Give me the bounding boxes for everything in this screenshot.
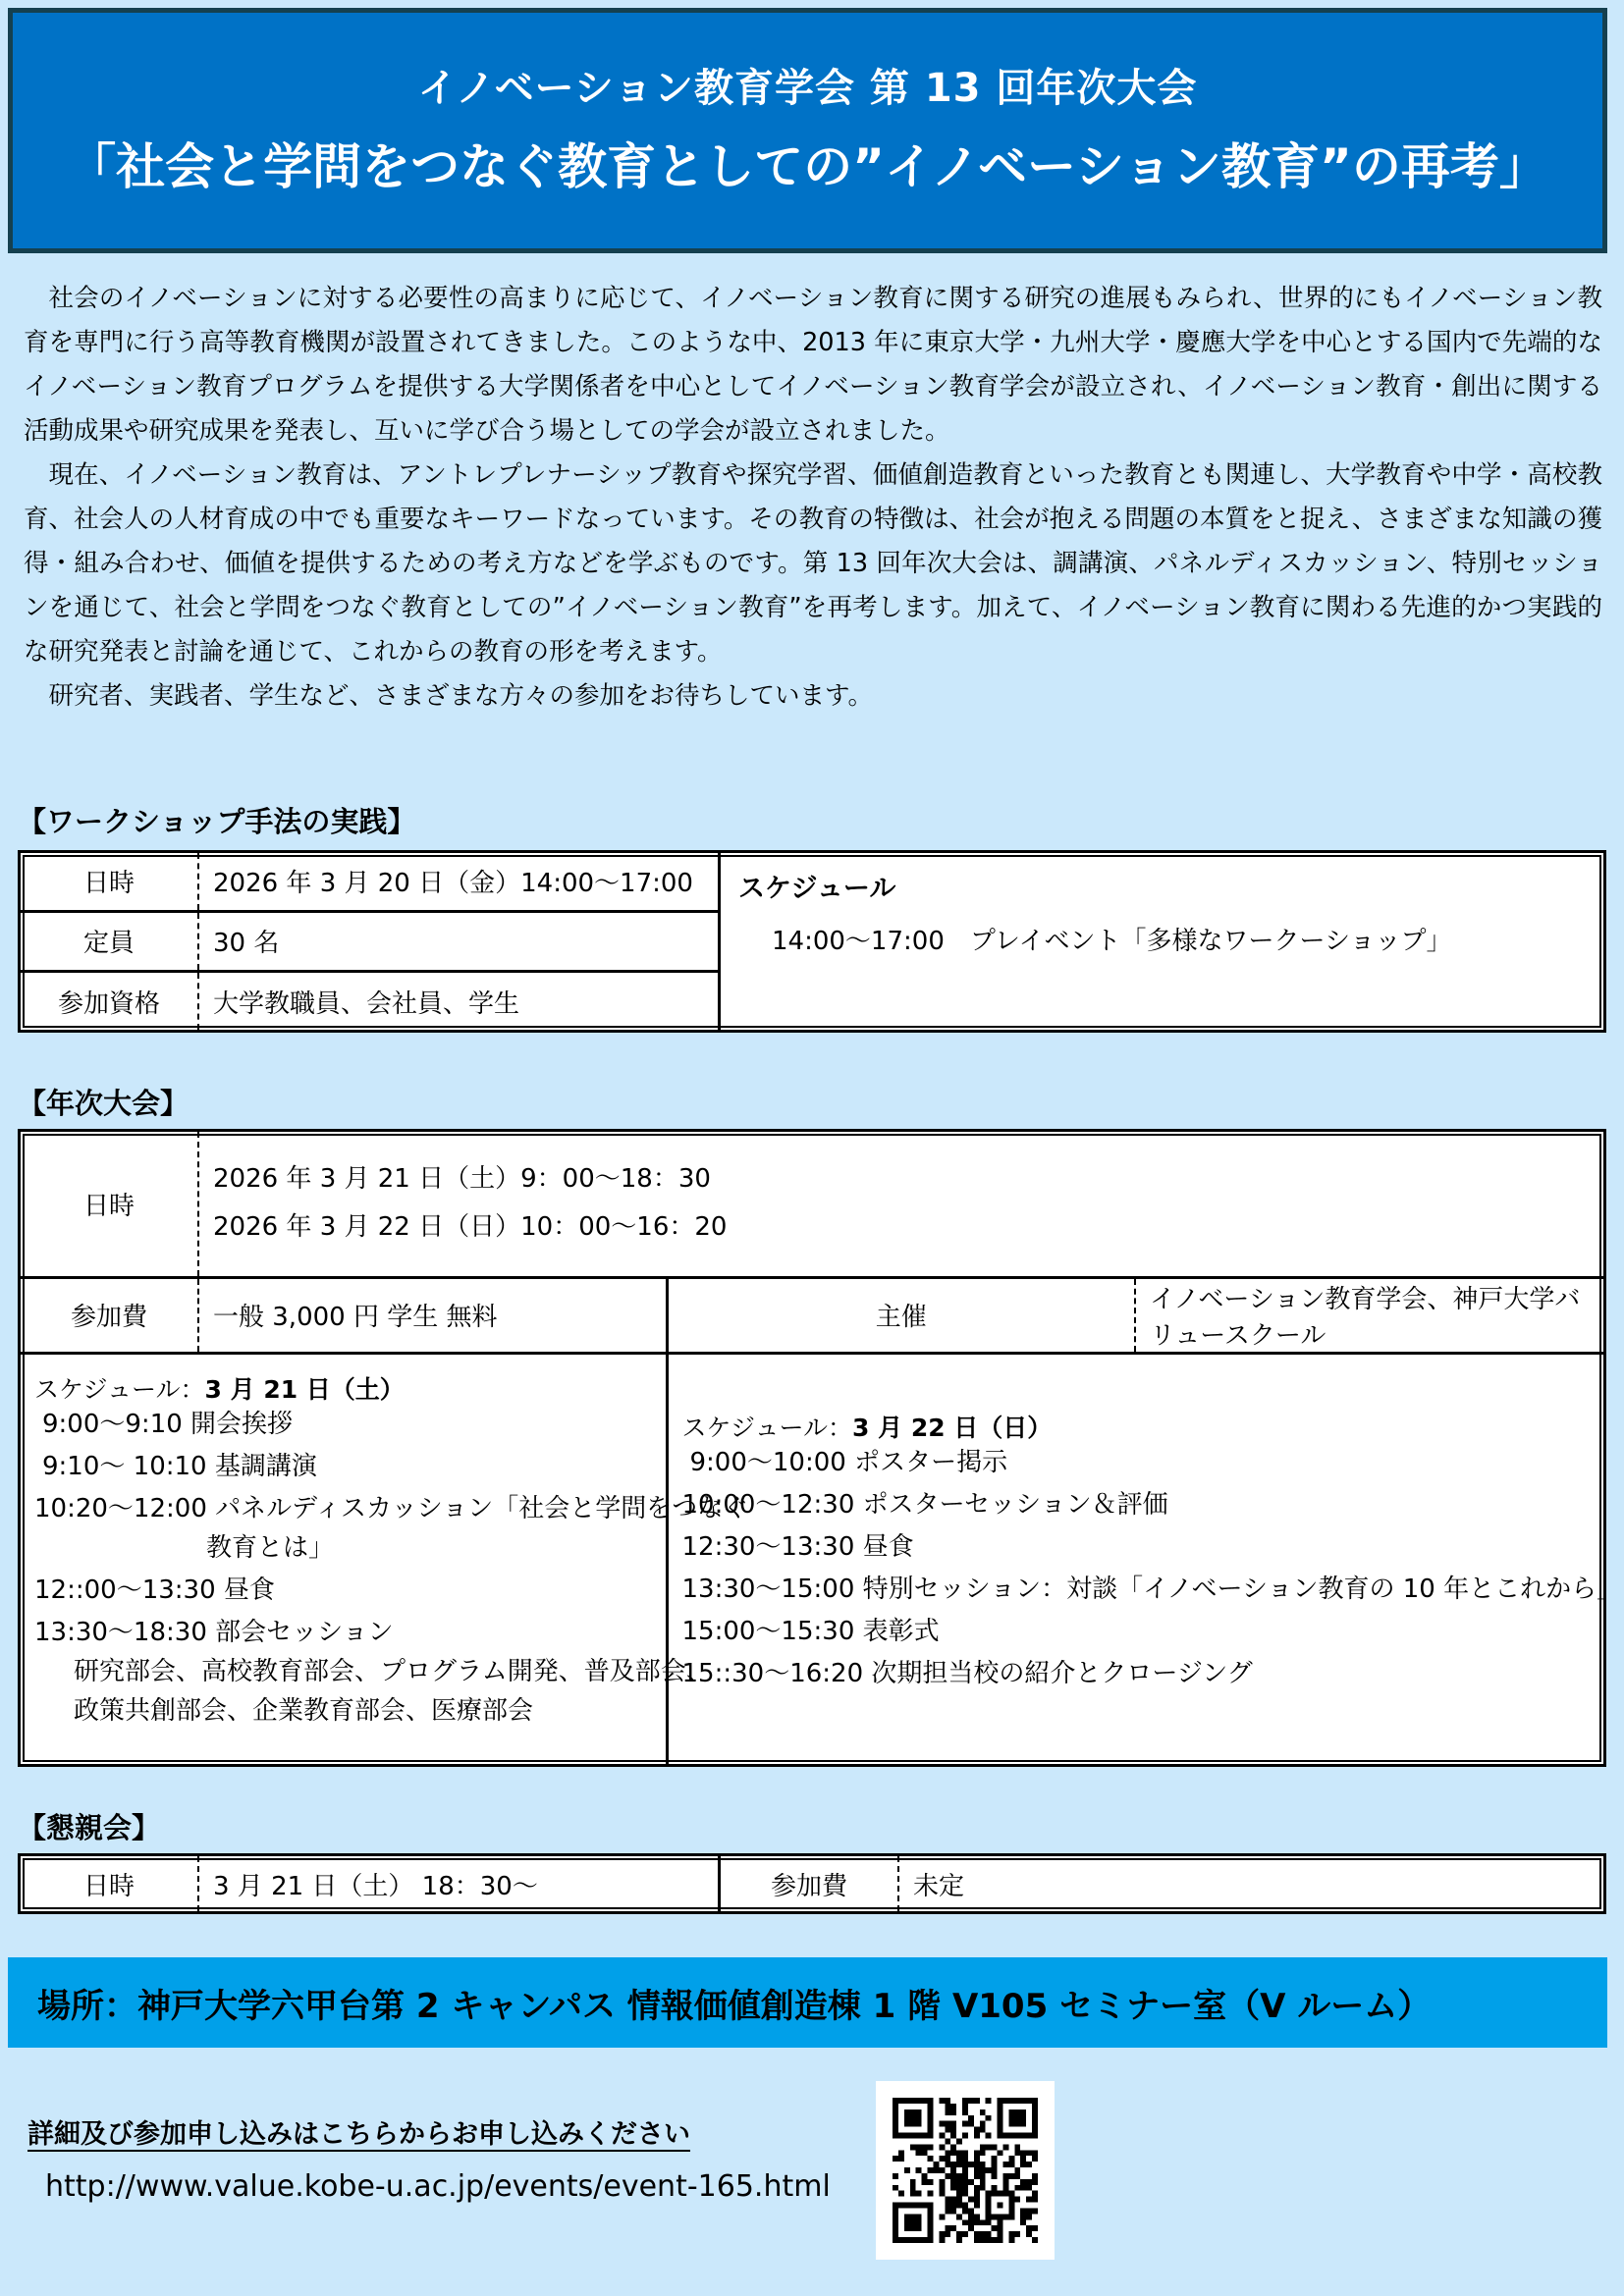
workshop-schedule-line: 14:00〜17:00 プレイベント「多様なワークーショップ」: [772, 927, 1452, 956]
social-table: [18, 1853, 1606, 1914]
intro-paragraph-2: 現在、イノベーション教育は、アントレプレナーシップ教育や探究学習、価値創造教育といった教育とも関連し、大学教育や中学・高校教育、社会人の人材育成の中でも重要なキーワードなっています。その教育の特徴は、社会が抱える問題の本質をと捉え、さまざまな知識の獲得・組み合わせ、価値を提供するための考え方などを学ぶものです。第 13 回年次大会は、調講演、パネルディスカッション、特別セッションを通じて、社会と学問をつなぐ教育としての”イノベーション教育”を再考します。加えて、イノベーション教育に関わる先進的かつ実践的な研究発表と討論を通じて、これからの教育の形を考えます。: [24, 460, 1602, 667]
workshop-row-value: 大学教職員、会社員、学生: [198, 972, 720, 1030]
intro-paragraph-3: 研究者、実践者、学生など、さまざまな方々の参加をお待ちしています。: [48, 681, 873, 711]
annual-fee-label: 参加費: [21, 1277, 198, 1353]
social-fee-label: 参加費: [720, 1856, 899, 1911]
annual-meeting-table: [18, 1129, 1623, 1767]
workshop-row-label: 定員: [21, 911, 198, 972]
venue-text: 場所：神戸大学六甲台第 2 キャンパス 情報価値創造棟 1 階 V105 セミナー室（V ルーム）: [37, 1986, 1432, 2026]
day1-item: 政策共創部会、企業教育部会、医療部会: [74, 1696, 534, 1727]
day2-item: 10:00〜12:30 ポスターセッション＆評価: [681, 1489, 1168, 1520]
day1-item: 9:10〜 10:10 基調講演: [42, 1452, 317, 1482]
apply-heading: 詳細及び参加申し込みはこちらからお申し込みください: [27, 2119, 690, 2150]
day1-title-prefix: スケジュール：: [34, 1375, 205, 1405]
day2-item: 13:30〜15:00 特別セッション：対談「イノベーション教育の 10 年とこれから」: [681, 1574, 1623, 1604]
social-fee-value: 未定: [913, 1871, 965, 1901]
annual-schedule-day2: [667, 1353, 1623, 1764]
qr-code[interactable]: [876, 2081, 1055, 2260]
day1-item: 13:30〜18:30 部会セッション: [34, 1618, 394, 1648]
annual-section-heading: 【年次大会】: [18, 1087, 189, 1120]
day1-schedule-title: [34, 1375, 652, 1405]
annual-schedule-day1: [21, 1353, 749, 1764]
day2-item: 9:00〜10:00 ポスター掲示: [689, 1447, 1008, 1477]
annual-datetime-label: 日時: [21, 1132, 198, 1277]
annual-fee-value: 一般 3,000 円 学生 無料: [198, 1277, 667, 1353]
annual-datetime-value: [198, 1132, 1603, 1277]
day1-title-date: 3 月 21 日（土）: [204, 1375, 405, 1405]
workshop-row-label: 参加資格: [21, 972, 198, 1030]
day2-item: 12:30〜13:30 昼食: [681, 1531, 914, 1562]
workshop-schedule-cell: [720, 853, 1604, 1030]
day1-item: 12::00〜13:30 昼食: [34, 1575, 275, 1606]
annual-datetime-line-2: 2026 年 3 月 22 日（日）10：00〜16：20: [213, 1212, 728, 1243]
workshop-row-value: 2026 年 3 月 20 日（金）14:00〜17:00: [198, 853, 720, 911]
venue-banner: [8, 1957, 1607, 2048]
conference-name: イノベーション教育学会 第 13 回年次大会: [417, 66, 1198, 111]
annual-host-value: イノベーション教育学会、神戸大学バリュースクール: [1135, 1277, 1603, 1353]
annual-datetime-line-1: 2026 年 3 月 21 日（土）9：00〜18：30: [213, 1163, 711, 1194]
social-section-heading: 【懇親会】: [18, 1811, 161, 1844]
workshop-table: [18, 850, 1606, 1033]
day2-item: 15:00〜15:30 表彰式: [681, 1616, 940, 1646]
social-datetime-value: 3 月 21 日（土） 18：30〜: [198, 1856, 720, 1911]
conference-theme: 「社会と学問をつなぐ教育としての”イノベーション教育”の再考」: [67, 138, 1548, 195]
day2-item: 15::30〜16:20 次期担当校の紹介とクロージング: [681, 1658, 1253, 1688]
day1-item: 研究部会、高校教育部会、プログラム開発、普及部会、: [74, 1657, 712, 1687]
workshop-schedule-title: スケジュール: [738, 874, 896, 904]
intro-paragraph-1: 社会のイノベーションに対する必要性の高まりに応じて、イノベーション教育に関する研究の進展もみられ、世界的にもイノベーション教育を専門に行う高等教育機関が設置されてきました。このような中、2013 年に東京大学・九州大学・慶應大学を中心とする国内で先端的なイノベーション教育プログラムを提供する大学関係者を中心としてイノベーション教育学会が設立され、イノベーション教育・創出に関する活動成果や研究成果を発表し、互いに学び合う場としての学会が設立されました。: [24, 284, 1602, 446]
header-banner: [8, 8, 1607, 253]
day2-title-prefix: スケジュール：: [681, 1413, 853, 1442]
apply-url-text[interactable]: http://www.value.kobe-u.ac.jp/events/event-165.html: [45, 2169, 831, 2204]
day2-title-date: 3 月 22 日（日）: [852, 1413, 1053, 1442]
day1-item: 9:00〜9:10 開会挨拶: [42, 1410, 294, 1440]
day2-schedule-title: [682, 1415, 1591, 1440]
intro-text: [24, 277, 1602, 719]
workshop-row-value: 30 名: [198, 911, 720, 972]
day1-item: 10:20〜12:00 パネルディスカッション「社会と学問をつなぐ: [34, 1494, 749, 1524]
day1-item: 教育とは」: [206, 1533, 335, 1564]
qr-code-canvas: [893, 2098, 1038, 2243]
workshop-row-label: 日時: [21, 853, 198, 911]
social-datetime-label: 日時: [21, 1856, 198, 1911]
annual-host-label: 主催: [667, 1277, 1135, 1353]
workshop-section-heading: 【ワークショップ手法の実践】: [18, 805, 416, 838]
